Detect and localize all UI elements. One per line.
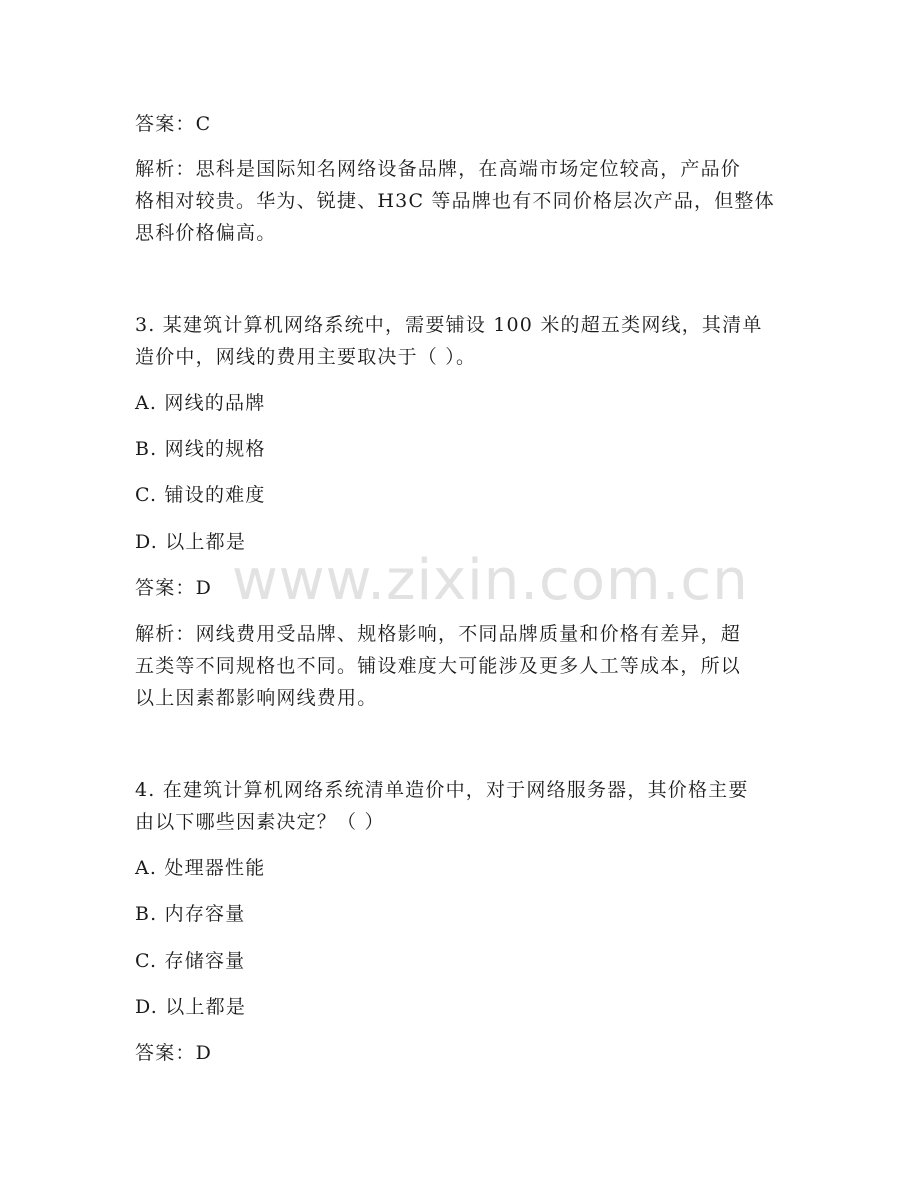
option-c: C. 存储容量 xyxy=(135,950,246,972)
option-c: C. 铺设的难度 xyxy=(135,484,266,506)
option-a: A. 网线的品牌 xyxy=(135,392,266,414)
answer-text: 答案：D xyxy=(135,1042,213,1064)
question-stem-line: 由以下哪些因素决定？（ ） xyxy=(135,811,385,833)
option-a: A. 处理器性能 xyxy=(135,857,266,879)
question-stem-line: 4. 在建筑计算机网络系统清单造价中，对于网络服务器，其价格主要 xyxy=(135,779,749,801)
option-d: D. 以上都是 xyxy=(135,531,247,553)
question-stem-line: 3. 某建筑计算机网络系统中，需要铺设 100 米的超五类网线，其清单 xyxy=(135,314,763,336)
option-b: B. 内存容量 xyxy=(135,903,246,925)
explanation-line: 思科价格偏高。 xyxy=(135,222,277,244)
answer-text: 答案：C xyxy=(135,113,212,135)
option-b: B. 网线的规格 xyxy=(135,438,266,460)
option-d: D. 以上都是 xyxy=(135,996,247,1018)
question-stem-line: 造价中，网线的费用主要取决于（ ）。 xyxy=(135,346,477,368)
explanation-line: 格相对较贵。华为、锐捷、H3C 等品牌也有不同价格层次产品，但整体 xyxy=(135,190,775,212)
explanation-line: 五类等不同规格也不同。铺设难度大可能涉及更多人工等成本，所以 xyxy=(135,655,742,677)
watermark-text: www.zixin.com.cn xyxy=(232,548,749,613)
answer-text: 答案：D xyxy=(135,577,213,599)
explanation-line: 以上因素都影响网线费用。 xyxy=(135,687,378,709)
explanation-line: 解析：思科是国际知名网络设备品牌，在高端市场定位较高，产品价 xyxy=(135,158,742,180)
explanation-line: 解析：网线费用受品牌、规格影响，不同品牌质量和价格有差异，超 xyxy=(135,623,742,645)
